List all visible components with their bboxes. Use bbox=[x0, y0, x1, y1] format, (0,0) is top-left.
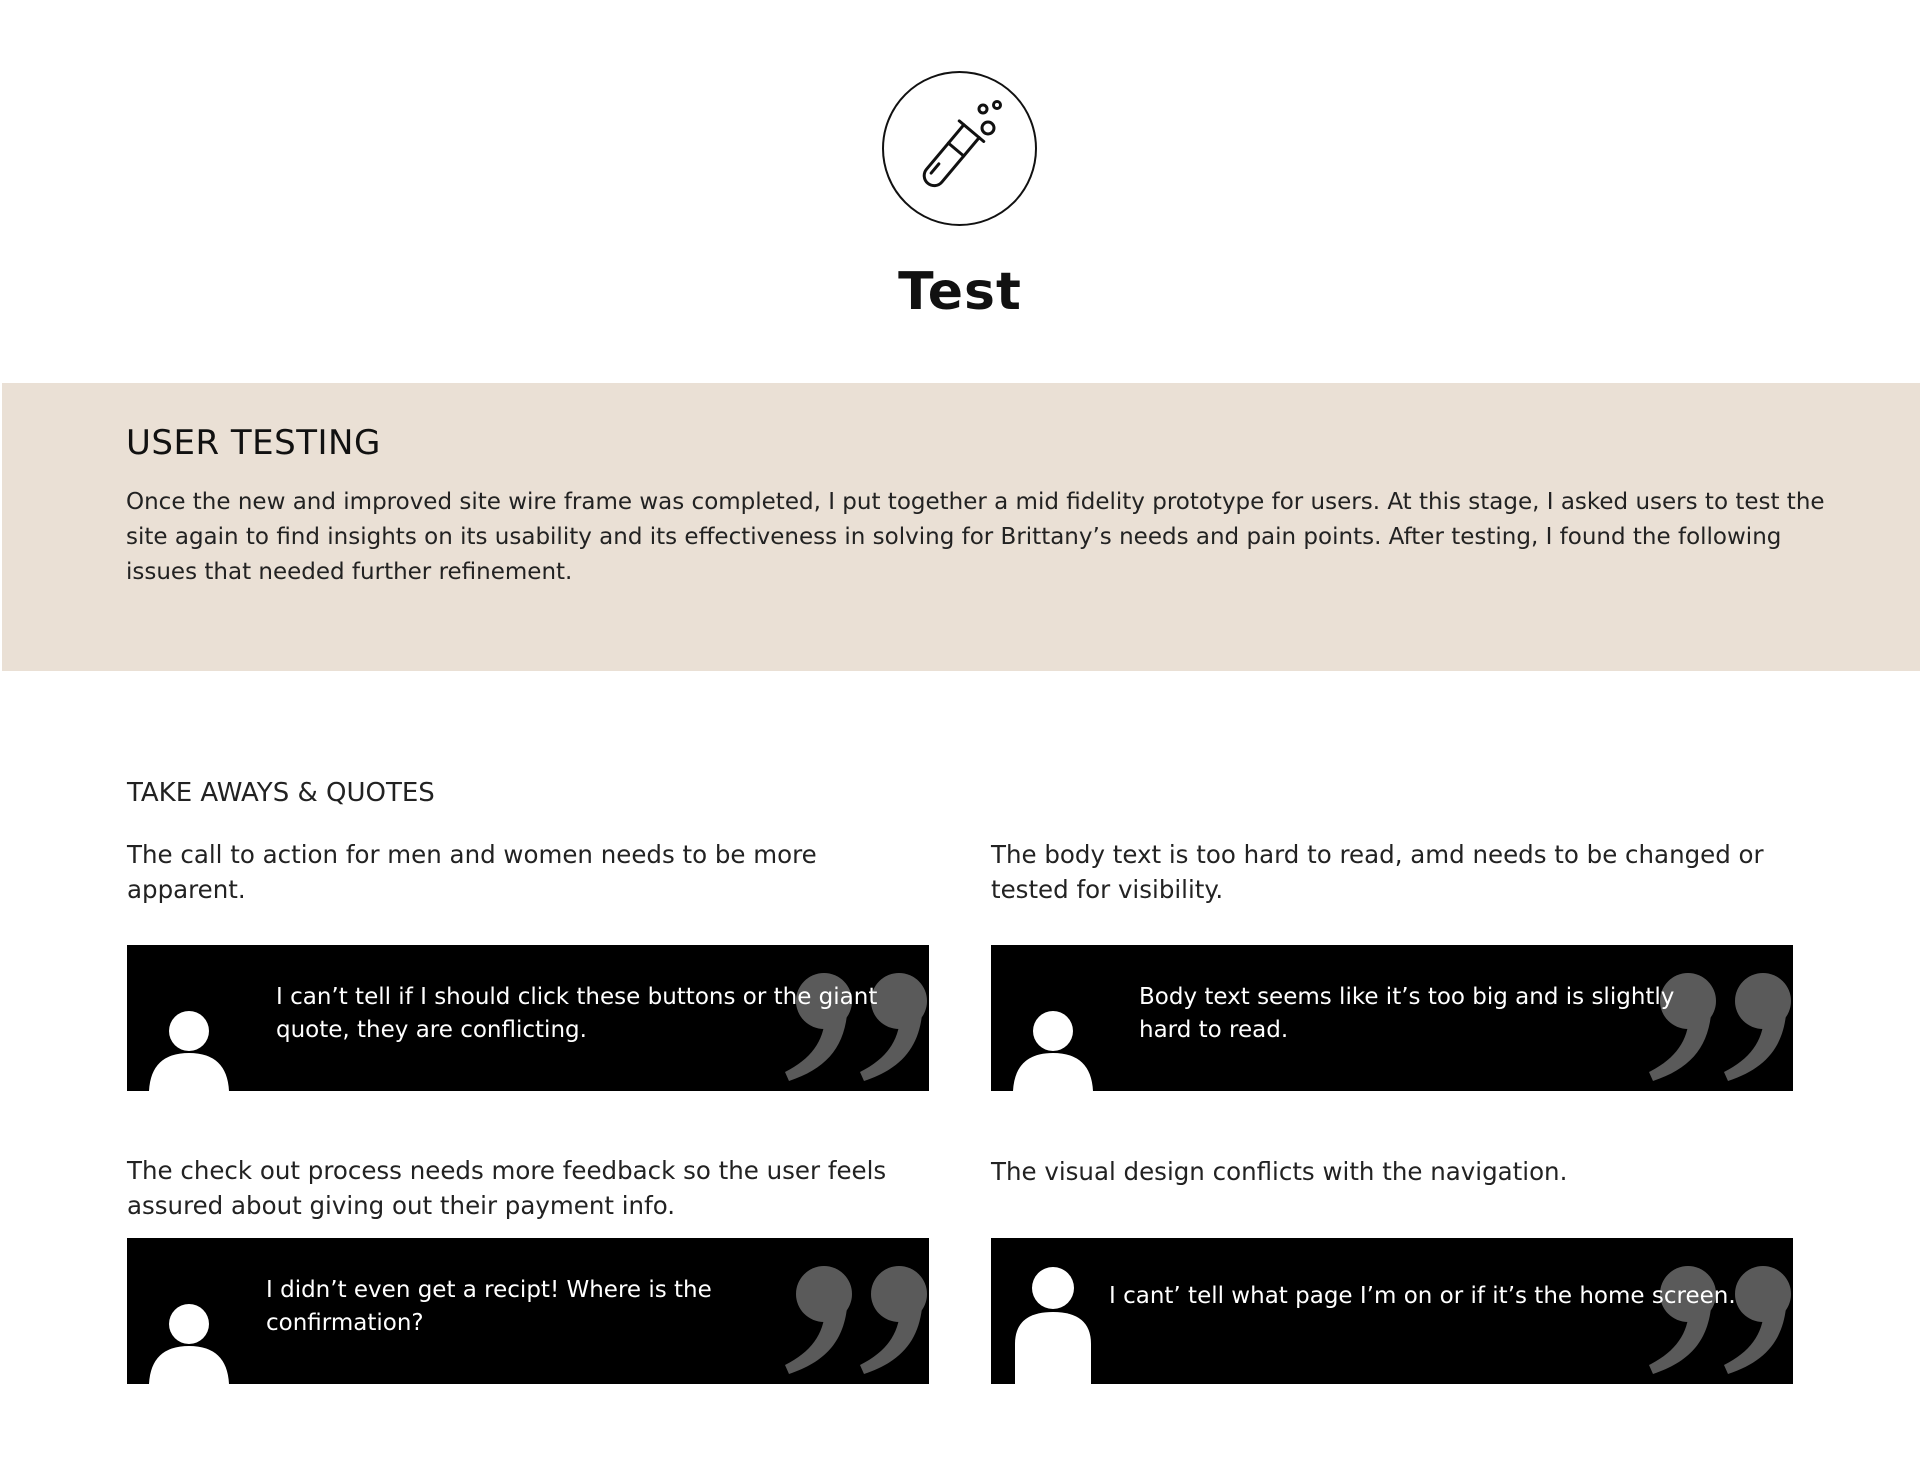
user-testing-body: Once the new and improved site wire frame was completed, I put together a mid fidelity prototype for users. At this stage, I asked users to test the site again to find insights on its usability and its effectiveness in solving for Brittany’s needs and pain points. After testing, I found the following issues that needed further refinement. bbox=[126, 489, 1825, 585]
quote-card bbox=[127, 1238, 929, 1384]
takeaway-text: The call to action for men and women needs to be more apparent. bbox=[127, 840, 817, 904]
takeaway-text: The body text is too hard to read, amd needs to be changed or tested for visibility. bbox=[991, 840, 1764, 904]
test-tube-icon bbox=[882, 71, 1037, 226]
quote-card bbox=[991, 1238, 1793, 1384]
user-avatar-icon bbox=[149, 1302, 229, 1384]
user-avatar-icon bbox=[149, 1009, 229, 1091]
takeaway-text: The check out process needs more feedback so the user feels assured about giving out their payment info. bbox=[127, 1156, 887, 1220]
quote-card bbox=[127, 945, 929, 1091]
quote-card bbox=[991, 945, 1793, 1091]
takeaways-heading: TAKE AWAYS & QUOTES bbox=[127, 778, 435, 808]
quote-text: Body text seems like it’s too big and is slightly hard to read. bbox=[1139, 984, 1675, 1043]
user-testing-section bbox=[2, 383, 1920, 671]
page-title: Test bbox=[898, 262, 1022, 322]
quote-text: I didn’t even get a recipt! Where is the confirmation? bbox=[266, 1277, 712, 1336]
quote-mark-icon bbox=[769, 1238, 929, 1384]
user-testing-heading: USER TESTING bbox=[126, 423, 381, 463]
user-avatar-icon bbox=[1013, 1009, 1093, 1091]
user-avatar-icon bbox=[1013, 1266, 1093, 1384]
quote-text: I cant’ tell what page I’m on or if it’s the home screen. bbox=[1109, 1283, 1736, 1309]
quote-text: I can’t tell if I should click these buttons or the giant quote, they are conflicting. bbox=[276, 984, 878, 1043]
takeaway-text: The visual design conflicts with the navigation. bbox=[991, 1157, 1568, 1186]
